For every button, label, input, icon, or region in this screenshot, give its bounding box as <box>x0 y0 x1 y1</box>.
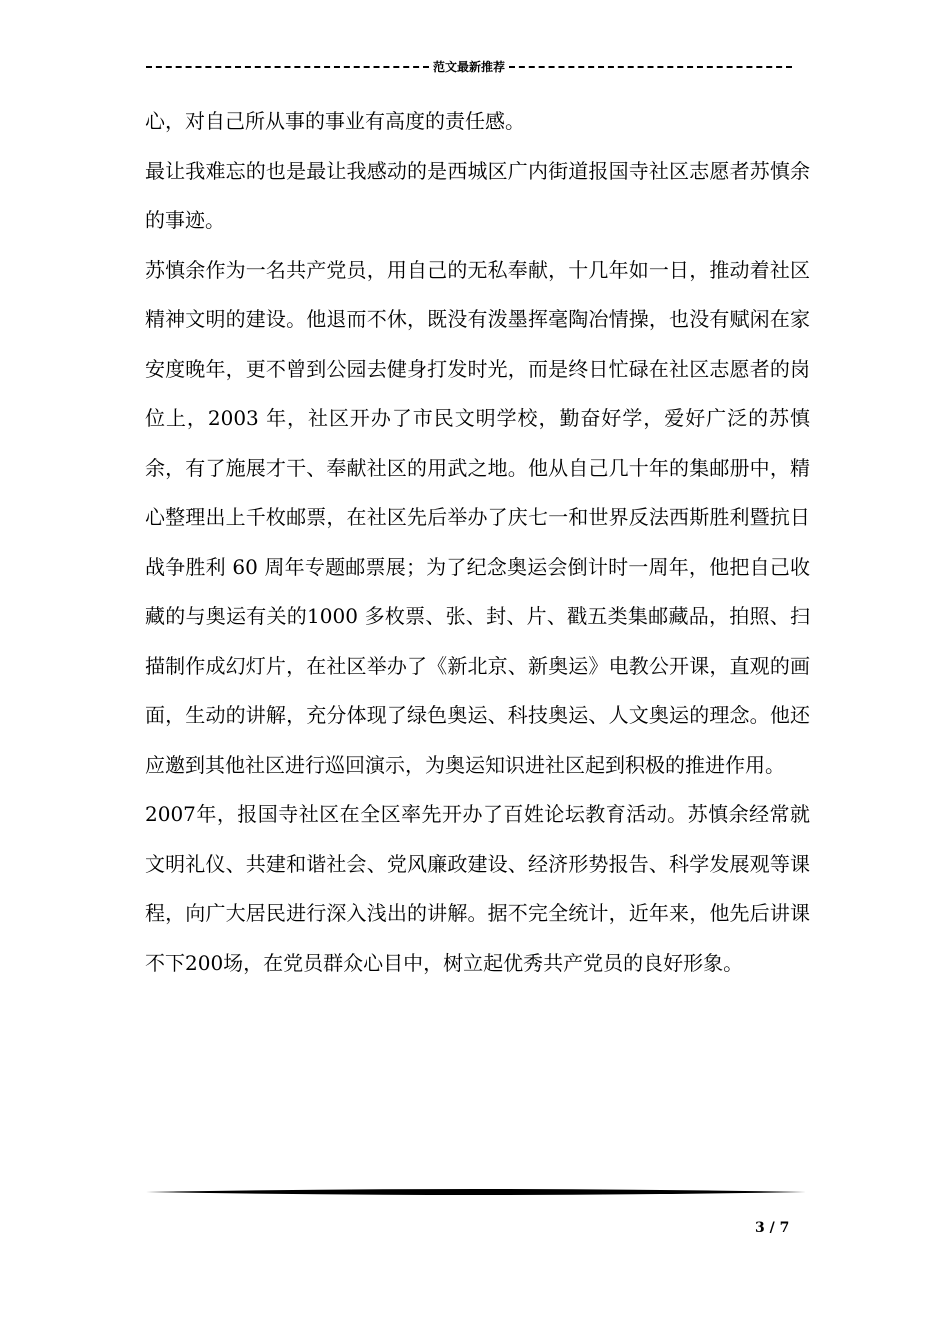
paragraph-4: 2007年，报国寺社区在全区率先开办了百姓论坛教育活动。苏慎余经常就文明礼仪、共建和谐社会、党风廉政建设、经济形势报告、科学发展观等课程，向广大居民进行深入浅出的讲解。据不完全统计，近年来，他先后讲课不下200场，在党员群众心目中，树立起优秀共产党员的良好形象。 <box>145 802 810 975</box>
document-body <box>145 97 810 988</box>
paragraph-2: 最让我难忘的也是最让我感动的是西城区广内街道报国寺社区志愿者苏慎余的事迹。 <box>145 158 810 232</box>
paragraph-1: 心，对自己所从事的事业有高度的责任感。 <box>145 109 525 133</box>
page-number: 3 / 7 <box>755 1220 790 1236</box>
header-dash-left <box>146 66 429 68</box>
header-dash-right <box>509 66 792 68</box>
page-header <box>146 58 792 75</box>
paragraph-3: 苏慎余作为一名共产党员，用自己的无私奉献，十几年如一日，推动着社区精神文明的建设。他退而不休，既没有泼墨挥毫陶冶情操，也没有赋闲在家安度晚年，更不曾到公园去健身打发时光，而是终日忙碌在社区志愿者的岗位上，2003 年，社区开办了市民文明学校，勤奋好学，爱好广泛的苏慎余，有了施展才干、奉献社区的用武之地。他从自己几十年的集邮册中，精心整理出上千枚邮票，在社区先后举办了庆七一和世界反法西斯胜利暨抗日战争胜利 60 周年专题邮票展；为了纪念奥运会倒计时一周年，他把自己收藏的与奥运有关的1000 多枚票、张、封、片、戳五类集邮藏品，拍照、扫描制作成幻灯片，在社区举办了《新北京、新奥运》电教公开课，直观的画面，生动的讲解，充分体现了绿色奥运、科技奥运、人文奥运的理念。他还应邀到其他社区进行巡回演示，为奥运知识进社区起到积极的推进作用。 <box>145 257 810 777</box>
header-title: 范文最新推荐 <box>433 60 506 74</box>
footer-rule <box>146 1188 806 1196</box>
